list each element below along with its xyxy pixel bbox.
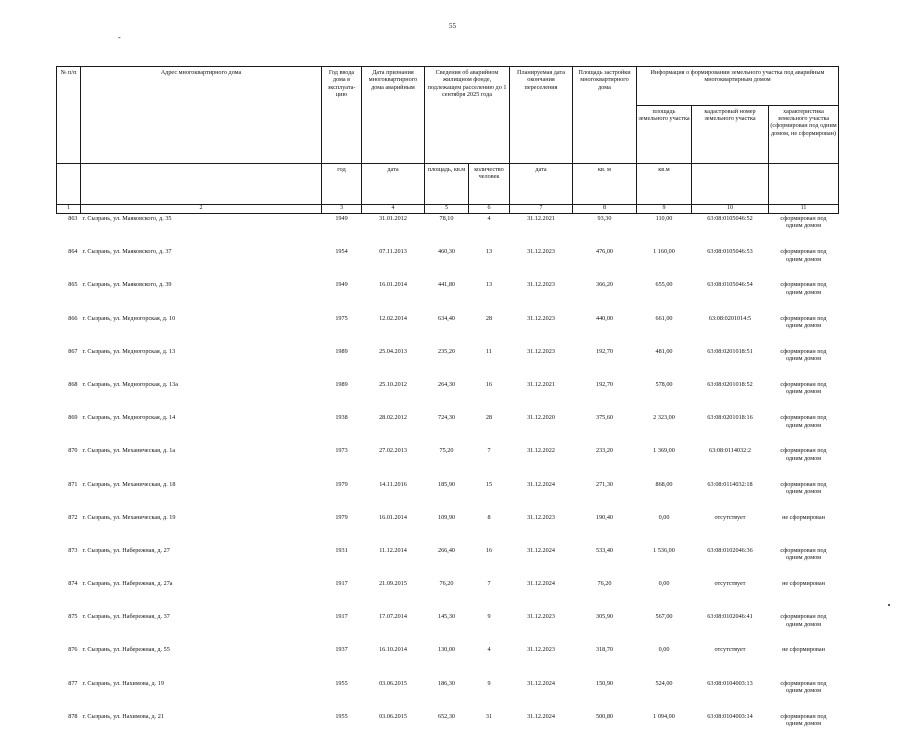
row-area: 130,00 — [425, 645, 469, 678]
table-row — [57, 712, 839, 745]
row-land-area: 655,00 — [637, 280, 692, 313]
row-address: г. Сызрань, ул. Нахимова, д. 21 — [81, 712, 322, 745]
row-characteristic-line-1: не сформирован — [782, 580, 825, 587]
col-number-9: 9 — [637, 205, 692, 214]
row-people: 4 — [469, 645, 510, 678]
col-number-1: 1 — [57, 205, 81, 214]
row-built-area: 190,40 — [573, 513, 637, 546]
header-mark: - — [118, 33, 121, 42]
table-row — [57, 413, 839, 446]
row-number: 878 — [57, 712, 81, 745]
row-address: г. Сызрань, ул. Медногорская, д. 10 — [81, 314, 322, 347]
row-year: 1949 — [322, 214, 362, 248]
row-planned-date: 31.12.2024 — [510, 579, 573, 612]
row-emergency-date: 12.02.2014 — [362, 314, 425, 347]
table-row — [57, 579, 839, 612]
row-land-area: 110,00 — [637, 214, 692, 248]
row-emergency-date: 27.02.2013 — [362, 446, 425, 479]
row-characteristic — [769, 513, 839, 546]
row-characteristic-line-2: одним домом — [770, 720, 838, 727]
col-number-11: 11 — [769, 205, 839, 214]
row-planned-date: 31.12.2023 — [510, 645, 573, 678]
row-characteristic — [769, 446, 839, 479]
row-year: 1975 — [322, 314, 362, 347]
header-land-area: площадь земельного участка — [637, 105, 692, 164]
row-emergency-date: 11.12.2014 — [362, 546, 425, 579]
row-area: 724,30 — [425, 413, 469, 446]
unit-area: площадь, кв.м — [425, 164, 469, 205]
col-number-4: 4 — [362, 205, 425, 214]
row-number: 874 — [57, 579, 81, 612]
table-row — [57, 214, 839, 248]
row-characteristic-line-2: одним домом — [770, 455, 838, 462]
row-emergency-date: 16.01.2014 — [362, 513, 425, 546]
row-built-area: 305,90 — [573, 612, 637, 645]
row-cadastral: 63:08:0114032:2 — [692, 446, 769, 479]
row-address: г. Сызрань, ул. Набережная, д. 27 — [81, 546, 322, 579]
row-emergency-date: 25.04.2013 — [362, 347, 425, 380]
row-area: 109,90 — [425, 513, 469, 546]
row-characteristic-line-2: одним домом — [770, 488, 838, 495]
unit-date: дата — [362, 164, 425, 205]
table-body — [57, 214, 839, 745]
row-planned-date: 31.12.2024 — [510, 679, 573, 712]
row-cadastral: отсутствует — [692, 513, 769, 546]
col-number-5: 5 — [425, 205, 469, 214]
row-characteristic — [769, 280, 839, 313]
row-built-area: 476,00 — [573, 247, 637, 280]
row-address: г. Сызрань, ул. Набережная, д. 27а — [81, 579, 322, 612]
row-land-area: 567,00 — [637, 612, 692, 645]
row-characteristic — [769, 380, 839, 413]
row-characteristic-line-1: сформирован под — [780, 547, 826, 554]
table-row — [57, 612, 839, 645]
scan-speck — [888, 604, 890, 606]
table-row — [57, 347, 839, 380]
row-address: г. Сызрань, ул. Нахимова, д. 19 — [81, 679, 322, 712]
row-planned-date: 31.12.2024 — [510, 712, 573, 745]
table-row — [57, 513, 839, 546]
header-year: Год ввода дома в эксплуата-цию — [322, 67, 362, 164]
row-land-area: 661,00 — [637, 314, 692, 347]
row-land-area: 1 094,00 — [637, 712, 692, 745]
row-emergency-date: 16.01.2014 — [362, 280, 425, 313]
unit-address — [81, 164, 322, 205]
row-address: г. Сызрань, ул. Маяковского, д. 37 — [81, 247, 322, 280]
row-people: 16 — [469, 546, 510, 579]
row-cadastral: 63:08:0201018:52 — [692, 380, 769, 413]
table-row — [57, 247, 839, 280]
row-emergency-date: 14.11.2016 — [362, 480, 425, 513]
page-number: 55 — [0, 22, 905, 30]
row-people: 31 — [469, 712, 510, 745]
row-planned-date: 31.12.2023 — [510, 280, 573, 313]
row-people: 9 — [469, 679, 510, 712]
row-cadastral: 63:08:0114032:18 — [692, 480, 769, 513]
row-area: 78,10 — [425, 214, 469, 248]
row-area: 634,40 — [425, 314, 469, 347]
row-land-area: 868,00 — [637, 480, 692, 513]
row-characteristic — [769, 214, 839, 248]
row-characteristic-line-2: одним домом — [770, 621, 838, 628]
row-planned-date: 31.12.2021 — [510, 214, 573, 248]
row-cadastral: 63:08:0105046:52 — [692, 214, 769, 248]
table-row — [57, 446, 839, 479]
row-year: 1955 — [322, 712, 362, 745]
header-address: Адрес многоквартирного дома — [81, 67, 322, 164]
row-built-area: 76,20 — [573, 579, 637, 612]
row-planned-date: 31.12.2024 — [510, 480, 573, 513]
row-year: 1989 — [322, 347, 362, 380]
row-characteristic-line-2: одним домом — [770, 422, 838, 429]
row-address: г. Сызрань, ул. Медногорская, д. 13а — [81, 380, 322, 413]
row-emergency-date: 28.02.2012 — [362, 413, 425, 446]
row-emergency-date: 21.09.2015 — [362, 579, 425, 612]
header-planned-date: Планируемая дата окончания переселения — [510, 67, 573, 164]
row-characteristic — [769, 347, 839, 380]
row-area: 186,30 — [425, 679, 469, 712]
unit-cadastral — [692, 164, 769, 205]
row-land-area: 2 323,00 — [637, 413, 692, 446]
row-cadastral: отсутствует — [692, 645, 769, 678]
unit-land: кв.м — [637, 164, 692, 205]
row-address: г. Сызрань, ул. Механическая, д. 18 — [81, 480, 322, 513]
row-planned-date: 31.12.2023 — [510, 314, 573, 347]
row-emergency-date: 07.11.2013 — [362, 247, 425, 280]
row-characteristic-line-1: сформирован под — [780, 248, 826, 255]
row-characteristic — [769, 314, 839, 347]
row-cadastral: 63:08:0201018:51 — [692, 347, 769, 380]
row-year: 1937 — [322, 645, 362, 678]
row-characteristic-line-1: не сформирован — [782, 646, 825, 653]
row-land-area: 0,00 — [637, 513, 692, 546]
table-row — [57, 380, 839, 413]
row-characteristic — [769, 546, 839, 579]
row-land-area: 0,00 — [637, 645, 692, 678]
table-row — [57, 480, 839, 513]
table-row — [57, 679, 839, 712]
row-people: 13 — [469, 247, 510, 280]
row-number: 870 — [57, 446, 81, 479]
row-planned-date: 31.12.2023 — [510, 513, 573, 546]
row-people: 9 — [469, 612, 510, 645]
row-cadastral: 63:08:0102046:36 — [692, 546, 769, 579]
row-number: 875 — [57, 612, 81, 645]
row-cadastral: 63:08:0104003:13 — [692, 679, 769, 712]
row-land-area: 1 369,00 — [637, 446, 692, 479]
row-built-area: 318,70 — [573, 645, 637, 678]
row-emergency-date: 31.01.2012 — [362, 214, 425, 248]
row-year: 1973 — [322, 446, 362, 479]
row-people: 16 — [469, 380, 510, 413]
row-year: 1931 — [322, 546, 362, 579]
col-number-3: 3 — [322, 205, 362, 214]
col-number-8: 8 — [573, 205, 637, 214]
row-people: 7 — [469, 446, 510, 479]
row-area: 235,20 — [425, 347, 469, 380]
row-built-area: 375,60 — [573, 413, 637, 446]
row-characteristic — [769, 645, 839, 678]
row-planned-date: 31.12.2023 — [510, 247, 573, 280]
row-year: 1955 — [322, 679, 362, 712]
row-area: 75,20 — [425, 446, 469, 479]
row-number: 868 — [57, 380, 81, 413]
row-characteristic-line-1: сформирован под — [780, 481, 826, 488]
row-planned-date: 31.12.2022 — [510, 446, 573, 479]
row-year: 1989 — [322, 380, 362, 413]
row-year: 1917 — [322, 612, 362, 645]
row-planned-date: 31.12.2020 — [510, 413, 573, 446]
row-characteristic-line-2: одним домом — [770, 222, 838, 229]
row-address: г. Сызрань, ул. Медногорская, д. 13 — [81, 347, 322, 380]
col-number-10: 10 — [692, 205, 769, 214]
header-emergency-date: Дата признания многоквартирного дома аварийным — [362, 67, 425, 164]
row-people: 15 — [469, 480, 510, 513]
row-area: 264,30 — [425, 380, 469, 413]
row-characteristic-line-1: сформирован под — [780, 680, 826, 687]
row-characteristic — [769, 247, 839, 280]
row-characteristic-line-1: сформирован под — [780, 713, 826, 720]
row-area: 145,30 — [425, 612, 469, 645]
row-address: г. Сызрань, ул. Набережная, д. 37 — [81, 612, 322, 645]
row-people: 13 — [469, 280, 510, 313]
row-number: 869 — [57, 413, 81, 446]
row-built-area: 366,20 — [573, 280, 637, 313]
row-land-area: 0,00 — [637, 579, 692, 612]
row-year: 1938 — [322, 413, 362, 446]
row-characteristic-line-2: одним домом — [770, 554, 838, 561]
row-number: 873 — [57, 546, 81, 579]
unit-built: кв. м — [573, 164, 637, 205]
row-year: 1979 — [322, 480, 362, 513]
table-row — [57, 645, 839, 678]
row-emergency-date: 16.10.2014 — [362, 645, 425, 678]
row-people: 8 — [469, 513, 510, 546]
row-characteristic — [769, 712, 839, 745]
row-area: 441,80 — [425, 280, 469, 313]
row-address: г. Сызрань, ул. Механическая, д. 1а — [81, 446, 322, 479]
row-cadastral: 63:08:0102046:41 — [692, 612, 769, 645]
row-planned-date: 31.12.2023 — [510, 612, 573, 645]
row-characteristic-line-1: сформирован под — [780, 315, 826, 322]
row-land-area: 1 536,00 — [637, 546, 692, 579]
row-built-area: 192,70 — [573, 347, 637, 380]
row-number: 866 — [57, 314, 81, 347]
row-people: 11 — [469, 347, 510, 380]
row-cadastral: 63:08:0105046:54 — [692, 280, 769, 313]
row-year: 1979 — [322, 513, 362, 546]
row-characteristic-line-2: одним домом — [770, 256, 838, 263]
unit-number — [57, 164, 81, 205]
row-cadastral: отсутствует — [692, 579, 769, 612]
row-year: 1954 — [322, 247, 362, 280]
row-characteristic-line-2: одним домом — [770, 687, 838, 694]
row-area: 460,30 — [425, 247, 469, 280]
row-land-area: 481,00 — [637, 347, 692, 380]
unit-planned: дата — [510, 164, 573, 205]
row-number: 867 — [57, 347, 81, 380]
row-characteristic-line-1: сформирован под — [780, 381, 826, 388]
row-number: 865 — [57, 280, 81, 313]
header-characteristic: характеристика земельного участка (сформирован под одним домом, не сформирован) — [769, 105, 839, 164]
row-address: г. Сызрань, ул. Медногорская, д. 14 — [81, 413, 322, 446]
row-people: 4 — [469, 214, 510, 248]
row-address: г. Сызрань, ул. Механическая, д. 19 — [81, 513, 322, 546]
row-built-area: 440,00 — [573, 314, 637, 347]
row-built-area: 192,70 — [573, 380, 637, 413]
row-year: 1949 — [322, 280, 362, 313]
row-people: 28 — [469, 413, 510, 446]
row-characteristic — [769, 612, 839, 645]
row-planned-date: 31.12.2024 — [510, 546, 573, 579]
col-number-7: 7 — [510, 205, 573, 214]
row-number: 863 — [57, 214, 81, 248]
row-characteristic-line-2: одним домом — [770, 388, 838, 395]
row-built-area: 233,20 — [573, 446, 637, 479]
row-year: 1917 — [322, 579, 362, 612]
row-address: г. Сызрань, ул. Маяковского, д. 35 — [81, 214, 322, 248]
row-cadastral: 63:08:0105046:53 — [692, 247, 769, 280]
col-number-6: 6 — [469, 205, 510, 214]
row-characteristic — [769, 413, 839, 446]
row-number: 871 — [57, 480, 81, 513]
row-characteristic — [769, 480, 839, 513]
row-emergency-date: 03.06.2015 — [362, 679, 425, 712]
header-built-area: Площадь застройки многоквартирного дома — [573, 67, 637, 164]
header-cadastral: кадастровый номер земельного участка — [692, 105, 769, 164]
row-characteristic-line-1: сформирован под — [780, 414, 826, 421]
row-planned-date: 31.12.2023 — [510, 347, 573, 380]
table-row — [57, 314, 839, 347]
header-housing-info: Сведения об аварийном жилищном фонде, подлежащем расселению до 1 сентября 2025 года — [425, 67, 510, 164]
row-land-area: 578,00 — [637, 380, 692, 413]
row-characteristic-line-1: не сформирован — [782, 514, 825, 521]
row-area: 76,20 — [425, 579, 469, 612]
row-characteristic — [769, 579, 839, 612]
table-row — [57, 546, 839, 579]
row-built-area: 150,90 — [573, 679, 637, 712]
row-planned-date: 31.12.2021 — [510, 380, 573, 413]
row-built-area: 500,80 — [573, 712, 637, 745]
row-address: г. Сызрань, ул. Маяковского, д. 39 — [81, 280, 322, 313]
row-built-area: 533,40 — [573, 546, 637, 579]
row-cadastral: 63:08:0104003:14 — [692, 712, 769, 745]
header-land-info: Информация о формировании земельного участка под аварийным многоквартирным домом — [637, 67, 839, 106]
row-characteristic-line-1: сформирован под — [780, 215, 826, 222]
row-cadastral: 63:08:0201014:5 — [692, 314, 769, 347]
row-emergency-date: 17.07.2014 — [362, 612, 425, 645]
row-characteristic — [769, 679, 839, 712]
unit-characteristic — [769, 164, 839, 205]
row-emergency-date: 25.10.2012 — [362, 380, 425, 413]
table-row — [57, 280, 839, 313]
unit-year: год — [322, 164, 362, 205]
row-area: 652,30 — [425, 712, 469, 745]
row-characteristic-line-2: одним домом — [770, 289, 838, 296]
row-address: г. Сызрань, ул. Набережная, д. 55 — [81, 645, 322, 678]
row-cadastral: 63:08:0201018:16 — [692, 413, 769, 446]
row-characteristic-line-1: сформирован под — [780, 348, 826, 355]
row-land-area: 524,00 — [637, 679, 692, 712]
row-area: 266,40 — [425, 546, 469, 579]
row-characteristic-line-2: одним домом — [770, 355, 838, 362]
unit-people: количество человек — [469, 164, 510, 205]
row-area: 185,90 — [425, 480, 469, 513]
row-number: 876 — [57, 645, 81, 678]
row-number: 877 — [57, 679, 81, 712]
row-number: 872 — [57, 513, 81, 546]
col-number-2: 2 — [81, 205, 322, 214]
housing-register-table — [56, 66, 839, 745]
row-characteristic-line-1: сформирован под — [780, 281, 826, 288]
row-built-area: 271,30 — [573, 480, 637, 513]
row-characteristic-line-1: сформирован под — [780, 447, 826, 454]
row-people: 28 — [469, 314, 510, 347]
row-built-area: 93,30 — [573, 214, 637, 248]
row-land-area: 1 160,00 — [637, 247, 692, 280]
row-emergency-date: 03.06.2015 — [362, 712, 425, 745]
header-number: № п/п — [57, 67, 81, 164]
row-people: 7 — [469, 579, 510, 612]
row-number: 864 — [57, 247, 81, 280]
row-characteristic-line-1: сформирован под — [780, 613, 826, 620]
row-characteristic-line-2: одним домом — [770, 322, 838, 329]
